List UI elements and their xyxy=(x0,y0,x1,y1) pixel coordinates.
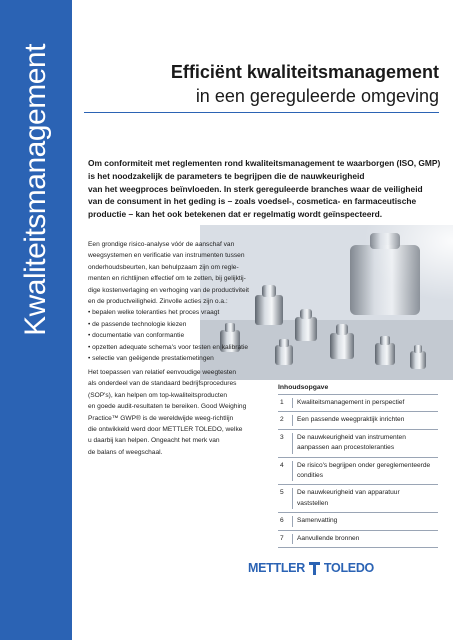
action-bullet-list xyxy=(88,307,283,364)
bullet-item: • opzetten adequate schema's voor testen en kalibratie xyxy=(88,342,283,353)
toc-item xyxy=(278,458,438,486)
toc-item-text: aanpassen aan procestoleranties xyxy=(297,444,395,452)
body-text-column-2 xyxy=(88,367,283,458)
body-line: en goede audit-resultaten te bereiken. Good Weighing xyxy=(88,403,247,411)
intro-line: Om conformiteit met reglementen rond kwaliteitsmanagement te waarborgen (ISO, GMP) xyxy=(88,158,441,168)
toc-item-number: 3 xyxy=(280,433,284,441)
intro-line: van de consument in het geding is – zoals voedsel-, cosmetica- en farmaceutische xyxy=(88,196,417,207)
mettler-toledo-logo xyxy=(248,561,374,575)
toc-item-text: vaststellen xyxy=(297,499,329,507)
body-line: u daarbij kan helpen. Ongeacht het merk van xyxy=(88,437,220,445)
toc-item xyxy=(278,531,438,548)
toc-item-number: 2 xyxy=(280,416,284,424)
body-line: dige kostenverlaging en verhoging van de productiviteit xyxy=(88,286,249,294)
body-line: als onderdeel van de standaard bedrijfsprocedures xyxy=(88,380,237,388)
toc-item xyxy=(278,395,438,412)
toc-item-number: 4 xyxy=(280,461,284,469)
body-text-column xyxy=(88,239,283,364)
intro-line: productie – kan het ook betekenen dat er regelmatig wordt geïnspecteerd. xyxy=(88,209,383,220)
logo-text-right: TOLEDO xyxy=(323,561,374,575)
toc-item-text: Aanvullende bronnen xyxy=(297,534,360,542)
body-line: de balans of weegschaal. xyxy=(88,448,163,456)
toc-item xyxy=(278,513,438,530)
toc-item-text: Kwaliteitsmanagement in perspectief xyxy=(297,399,405,406)
intro-paragraph xyxy=(88,157,443,221)
bullet-item: • bepalen welke toleranties het proces vraagt xyxy=(88,307,283,318)
body-line: die ontwikkeld werd door METTLER TOLEDO, welke xyxy=(88,426,243,434)
body-line: (SOP's), kan helpen om top-kwaliteitsproducten xyxy=(88,391,228,399)
body-line: weegsystemen en verificatie van instrumenten tussen xyxy=(88,252,245,260)
body-line: Het toepassen van relatief eenvoudige weegtesten xyxy=(88,369,237,376)
body-line: onderhoudsbeurten, kan behulpzaam zijn om regle- xyxy=(88,263,239,271)
bullet-item: • de passende technologie kiezen xyxy=(88,319,283,330)
sidebar-title: Kwaliteitsmanagement xyxy=(19,44,52,336)
sidebar-band xyxy=(0,0,72,640)
toc-item-text: De nauwkeurigheid van instrumenten xyxy=(297,433,406,441)
toc-item-number: 1 xyxy=(280,399,284,406)
intro-line: van het weegproces beïnvloeden. In sterk gereguleerde branches waar de veiligheid xyxy=(88,183,423,194)
page-title: Efficiënt kwaliteitsmanagement xyxy=(170,62,439,82)
logo-text-left: METTLER xyxy=(248,561,305,575)
toc-item-number: 5 xyxy=(280,489,284,497)
toc-item-text: De risico's begrijpen onder gereglementeerde xyxy=(297,461,431,469)
toc-item-number: 7 xyxy=(280,534,284,542)
toc-item xyxy=(278,430,438,458)
table-of-contents xyxy=(278,384,438,548)
toc-item xyxy=(278,485,438,513)
page-subtitle: in een gereguleerde omgeving xyxy=(195,86,439,106)
body-line: en de productveiligheid. Zinvolle acties zijn o.a.: xyxy=(88,298,228,306)
logo-mark-icon xyxy=(309,562,320,575)
toc-item-text: condities xyxy=(297,472,324,480)
toc-item xyxy=(278,412,438,429)
bullet-item: • documentatie van conformantie xyxy=(88,330,283,341)
bullet-item: • selectie van geëigende prestatiemetingen xyxy=(88,353,283,364)
toc-item-text: Samenvatting xyxy=(297,517,338,525)
toc-heading: Inhoudsopgave xyxy=(278,384,438,395)
toc-item-text: Een passende weegpraktijk inrichten xyxy=(297,416,405,424)
toc-item-text: De nauwkeurigheid van apparatuur xyxy=(297,489,400,497)
body-line: menten en richtlijnen effectief om te zetten, bij gelijktij- xyxy=(88,275,246,283)
toc-item-number: 6 xyxy=(280,517,284,525)
body-line: Practice™ GWP® is de wereldwijde weeg-richtlijn xyxy=(88,414,234,422)
title-divider xyxy=(84,112,439,113)
intro-line: is het noodzakelijk de parameters te begrijpen die de nauwkeurigheid xyxy=(88,170,365,181)
body-line: Een grondige risico-analyse vóór de aanschaf van xyxy=(88,241,235,248)
